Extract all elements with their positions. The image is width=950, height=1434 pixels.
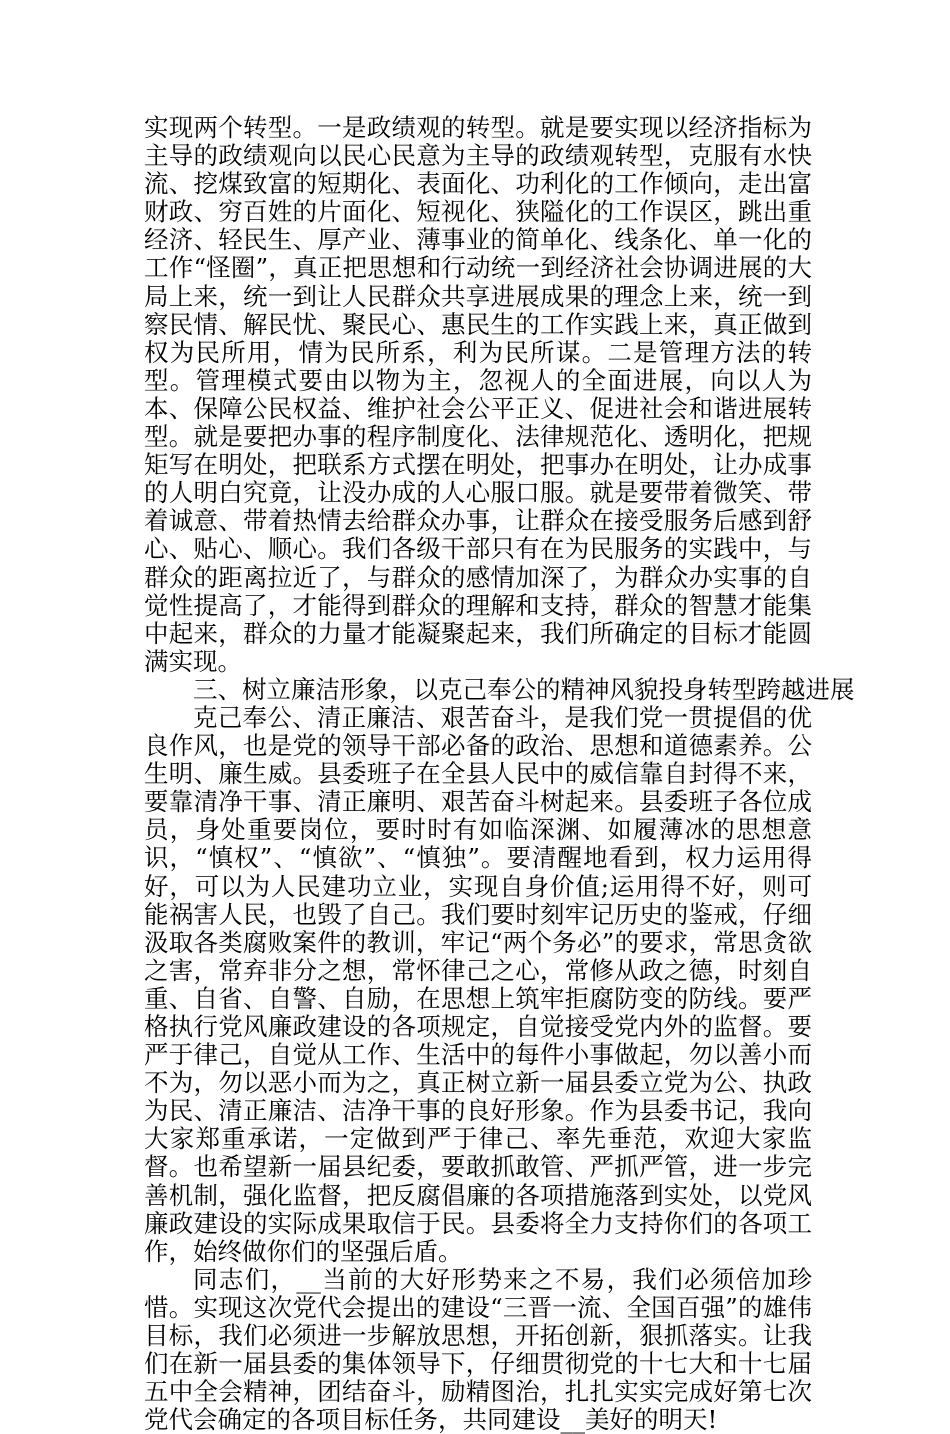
section-heading-integrity: 三、树立廉洁形象，以克己奉公的精神风貌投身转型跨越进展: [193, 674, 855, 704]
paragraph-governance-transformation: 实现两个转型。一是政绩观的转型。就是要实现以经济指标为主导的政绩观向以民心民意为主导的政绩观转型，克服有水快流、挖煤致富的短期化、表面化、功利化的工作倾向，走出富财政、穷百姓的片面化、短视化、狭隘化的工作误区，跳出重经济、轻民生、厚产业、薄事业的简单化、线条化、单一化的工作“怪圈”，真正把思想和行动统一到经济社会协调进展的大局上来，统一到让人民群众共享进展成果的理念上来，统一到察民情、解民忧、聚民心、惠民生的工作实践上来，真正做到权为民所用，情为民所系，利为民所谋。二是管理方法的转型。管理模式要由以物为主，忽视人的全面进展，向以人为本、保障公民权益、维护社会公平正义、促进社会和谐进展转型。就是要把办事的程序制度化、法律规范化、透明化，把规矩写在明处，把联系方式摆在明处，把事办在明处，让办成事的人明白究竟，让没办成的人心服口服。就是要带着微笑、带着诚意、带着热情去给群众办事，让群众在接受服务后感到舒心、贴心、顺心。我们各级干部只有在为民服务的实践中，与群众的距离拉近了，与群众的感情加深了，为群众办实事的自觉性提高了，才能得到群众的理解和支持，群众的智慧才能集中起来，群众的力量才能凝聚起来，我们所确定的目标才能圆满实现。: [144, 113, 812, 676]
document-body: [144, 113, 855, 1434]
paragraph-closing: 同志们，__当前的大好形势来之不易，我们必须倍加珍惜。实现这次党代会提出的建设“三晋一流、全国百强”的雄伟目标，我们必须进一步解放思想，开拓创新，狠抓落实。让我们在新一届县委的集体领导下，仔细贯彻党的十七大和十七届五中全会精神，团结奋斗，励精图治，扎扎实实完成好第七次党代会确定的各项目标任务，共同建设__美好的明天!: [144, 1264, 812, 1434]
paragraph-integrity: 克己奉公、清正廉洁、艰苦奋斗，是我们党一贯提倡的优良作风，也是党的领导干部必备的政治、思想和道德素养。公生明、廉生威。县委班子在全县人民中的威信靠自封得不来，要靠清净干事、清正廉明、艰苦奋斗树起来。县委班子各位成员，身处重要岗位，要时时有如临深渊、如履薄冰的思想意识，“慎权”、“慎欲”、“慎独”。要清醒地看到，权力运用得好，可以为人民建功立业，实现自身价值;运用得不好，则可能祸害人民，也毁了自己。我们要时刻牢记历史的鉴戒，仔细汲取各类腐败案件的教训，牢记“两个务必”的要求，常思贪欲之害，常弃非分之想，常怀律己之心，常修从政之德，时刻自重、自省、自警、自励，在思想上筑牢拒腐防变的防线。要严格执行党风廉政建设的各项规定，自觉接受党内外的监督。要严于律己，自觉从工作、生活中的每件小事做起，勿以善小而不为，勿以恶小而为之，真正树立新一届县委立党为公、执政为民、清正廉洁、洁净干事的良好形象。作为县委书记，我向大家郑重承诺，一定做到严于律己、率先垂范，欢迎大家监督。也希望新一届县纪委，要敢抓敢管、严抓严管，进一步完善机制，强化监督，把反腐倡廉的各项措施落到实处，以党风廉政建设的实际成果取信于民。县委将全力支持你们的各项工作，始终做你们的坚强后盾。: [144, 702, 812, 1266]
